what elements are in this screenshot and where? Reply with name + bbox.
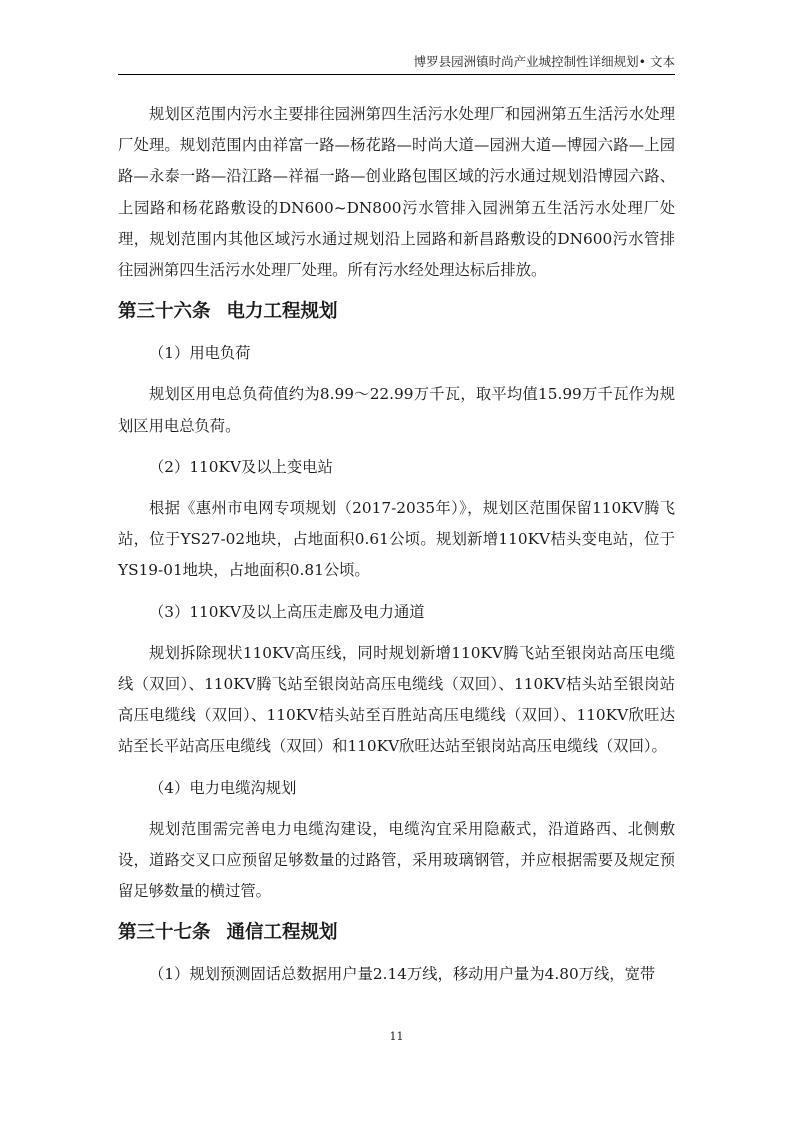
page-header [118, 52, 675, 75]
page-number: 11 [389, 1030, 404, 1043]
document-title: 博罗县园洲镇时尚产业城控制性详细规划• 文本 [413, 54, 675, 69]
article-36-title: 电力工程规划 [226, 301, 338, 323]
power-load-paragraph: 规划区用电总负荷值约为8.99～22.99万千瓦，取平均值15.99万千瓦作为规划区用电总负荷。 [118, 385, 675, 435]
subheading-power-load: （1）用电负荷 [149, 344, 251, 363]
subheading-substation: （2）110KV及以上变电站 [149, 457, 333, 476]
article-37-title: 通信工程规划 [226, 922, 338, 944]
article-37-number: 第三十七条 [118, 922, 211, 944]
article-37-heading [118, 917, 675, 949]
subheading-cable-trench: （4）电力电缆沟规划 [149, 778, 297, 797]
document-body [118, 99, 675, 991]
article-36-number: 第三十六条 [118, 301, 211, 323]
high-voltage-paragraph: 规划拆除现状110KV高压线，同时规划新增110KV腾飞站至银岗站高压电缆线（双回）、110KV腾飞站至银岗站高压电缆线（双回）、110KV桔头站至银岗站高压电缆线（双回）、110KV桔头站至百胜站高压电缆线（双回）、110KV欣旺达站至长平站高压电缆线（双回）和110KV欣旺达站至银岗站高压电缆线（双回）。 [118, 643, 675, 756]
article-36-heading [118, 296, 675, 328]
telecom-paragraph: （1）规划预测固话总数据用户量2.14万线，移动用户量为4.80万线，宽带 [149, 965, 656, 984]
sewage-paragraph: 规划区范围内污水主要排往园洲第四生活污水处理厂和园洲第五生活污水处理厂处理。规划范围内由祥富一路—杨花路—时尚大道—园洲大道—博园六路—上园路—永泰一路—沿江路—祥福一路—创业路包围区域的污水通过规划沿博园六路、上园路和杨花路敷设的DN600~DN800污水管排入园洲第五生活污水处理厂处理，规划范围内其他区域污水通过规划沿上园路和新昌路敷设的DN600污水管排往园洲第四生活污水处理厂处理。所有污水经处理达标后排放。 [118, 105, 675, 280]
substation-paragraph: 根据《惠州市电网专项规划（2017-2035年）》，规划区范围保留110KV腾飞站，位于YS27-02地块，占地面积0.61公顷。规划新增110KV桔头变电站，位于YS19-01地块，占地面积0.81公顷。 [118, 499, 675, 580]
subheading-high-voltage-corridor: （3）110KV及以上高压走廊及电力通道 [149, 602, 425, 621]
cable-trench-paragraph: 规划范围需完善电力电缆沟建设，电缆沟宜采用隐蔽式，沿道路西、北侧敷设，道路交叉口应预留足够数量的过路管，采用玻璃钢管，并应根据需要及规定预留足够数量的横过管。 [118, 819, 675, 901]
